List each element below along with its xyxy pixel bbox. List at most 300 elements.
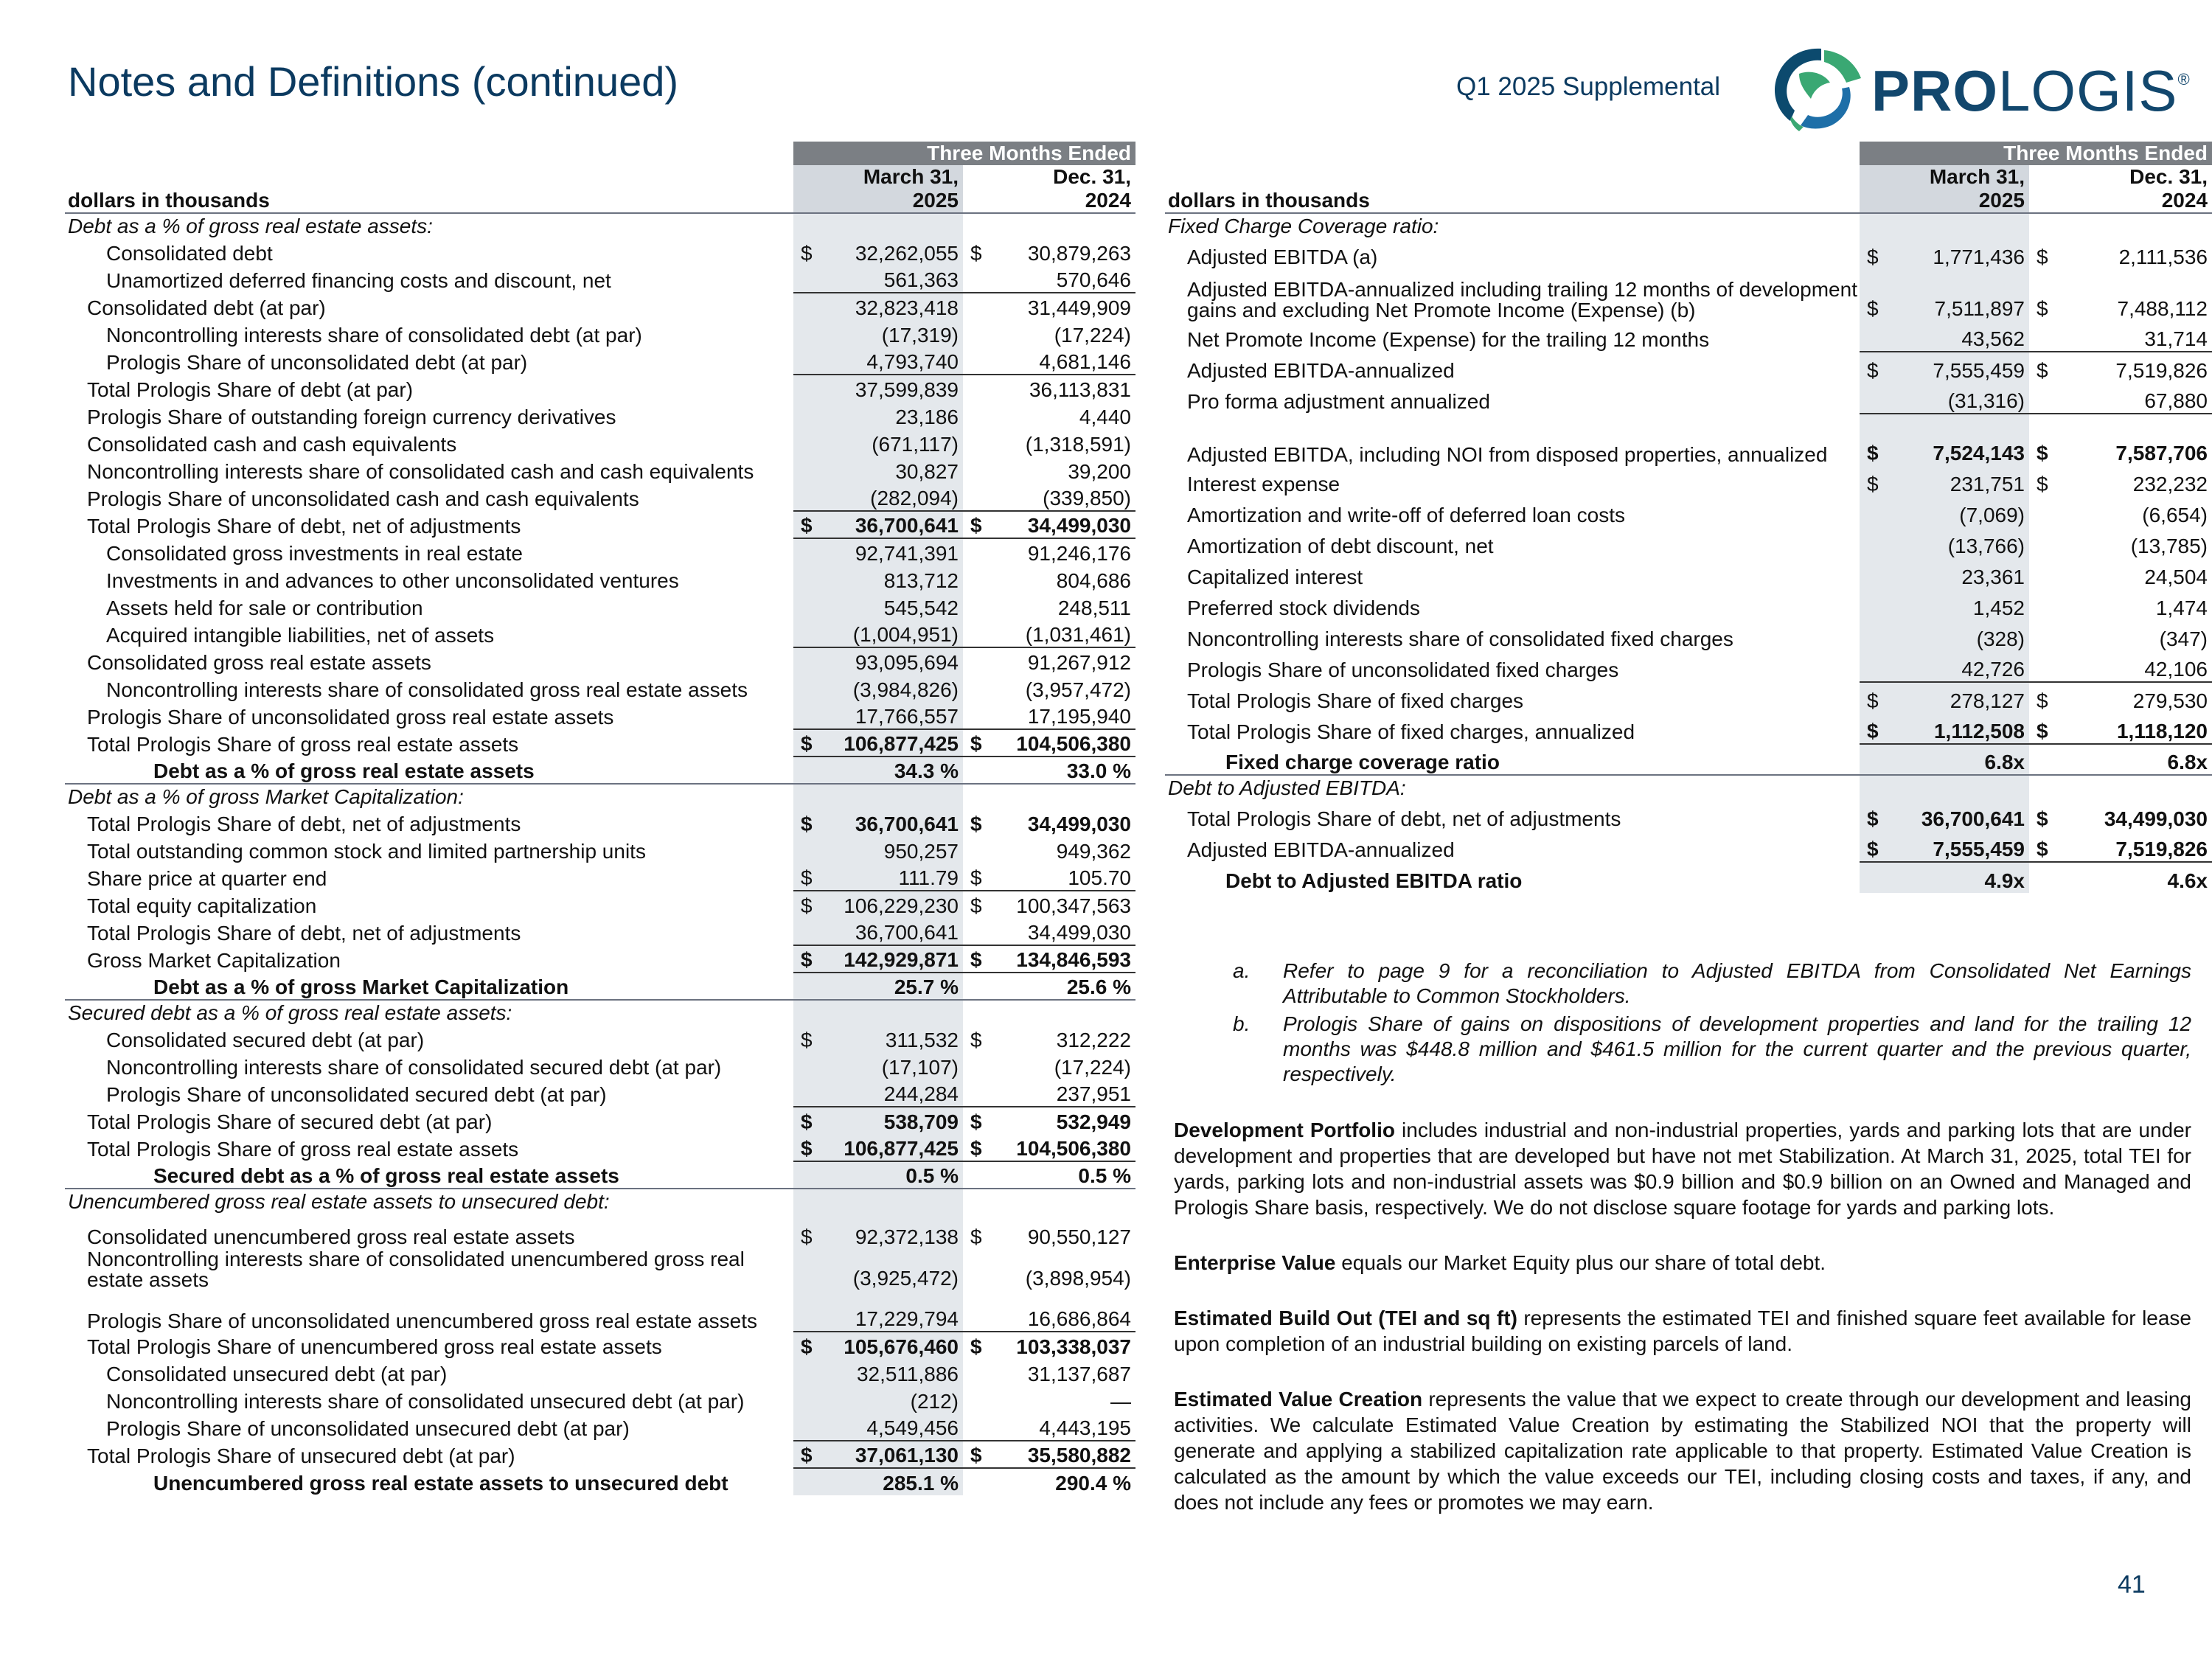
currency-symbol: $ <box>793 809 814 836</box>
currency-symbol <box>1860 321 1880 352</box>
footnote-text: Prologis Share of gains on dispositions of development properties and land for the trailing 12 months was $448.8 million and $461.5 million for the current quarter and the previous quarter, respectively. <box>1283 1012 2191 1085</box>
currency-symbol <box>793 757 814 784</box>
value-period-1: 106,229,230 <box>814 891 963 918</box>
table-row <box>1165 321 2212 352</box>
currency-symbol: $ <box>1860 269 1880 321</box>
currency-symbol <box>793 1386 814 1413</box>
header-spacer <box>793 189 814 213</box>
table-row <box>1165 651 2212 682</box>
footnote-a <box>1233 959 2191 1009</box>
table-row <box>65 1214 1135 1249</box>
currency-symbol <box>793 1413 814 1441</box>
value-period-2: (3,957,472) <box>984 675 1135 702</box>
table-row <box>65 945 1135 973</box>
value-period-1: (282,094) <box>814 484 963 511</box>
currency-symbol <box>793 566 814 593</box>
header-spacer <box>2029 165 2050 189</box>
currency-symbol <box>2029 321 2050 352</box>
currency-symbol: $ <box>793 1214 814 1249</box>
currency-symbol <box>963 1161 984 1189</box>
value-period-2: 104,506,380 <box>984 729 1135 757</box>
currency-symbol: $ <box>793 1441 814 1468</box>
currency-symbol <box>963 757 984 784</box>
value-period-1: (328) <box>1880 620 2029 651</box>
currency-symbol <box>793 675 814 702</box>
table-row <box>65 429 1135 456</box>
prologis-logo-text <box>1871 58 2191 125</box>
row-label: Consolidated unencumbered gross real estate assets <box>87 1225 575 1248</box>
currency-symbol: $ <box>1860 465 1880 496</box>
table-header-row <box>1165 165 2212 189</box>
row-label: Prologis Share of unconsolidated unencumbered gross real estate assets <box>87 1310 757 1332</box>
currency-symbol: $ <box>793 1107 814 1134</box>
value-period-2: 0.5 % <box>984 1161 1135 1189</box>
value-period-2: (1,031,461) <box>984 620 1135 647</box>
value-period-1: 4,793,740 <box>814 347 963 375</box>
currency-symbol: $ <box>963 809 984 836</box>
row-label: Consolidated debt (at par) <box>87 296 326 319</box>
value-period-2 <box>2050 775 2212 800</box>
value-period-1 <box>1880 775 2029 800</box>
row-label: Amortization and write-off of deferred loan costs <box>1187 504 1626 526</box>
value-period-1: 25.7 % <box>814 973 963 1000</box>
left-financial-table <box>65 142 1135 1495</box>
table-row <box>65 973 1135 1000</box>
supplemental-label: Q1 2025 Supplemental <box>1456 72 1721 101</box>
currency-symbol: $ <box>963 863 984 891</box>
currency-symbol: $ <box>793 511 814 538</box>
value-period-2: 33.0 % <box>984 757 1135 784</box>
value-period-2: 7,587,706 <box>2050 414 2212 465</box>
row-label: Debt to Adjusted EBITDA: <box>1165 775 1860 800</box>
currency-symbol: $ <box>1860 831 1880 862</box>
currency-symbol: $ <box>963 1025 984 1052</box>
table-row <box>65 1332 1135 1359</box>
value-period-1 <box>814 213 963 238</box>
value-period-1: 32,262,055 <box>814 238 963 265</box>
value-period-1: 17,229,794 <box>814 1290 963 1332</box>
value-period-1: 93,095,694 <box>814 647 963 675</box>
definition-term: Estimated Build Out (TEI and sq ft) <box>1174 1307 1517 1329</box>
currency-symbol <box>963 347 984 375</box>
row-label: Prologis Share of outstanding foreign currency derivatives <box>87 406 616 428</box>
row-label: Pro forma adjustment annualized <box>1187 390 1490 413</box>
row-label: Consolidated secured debt (at par) <box>106 1029 425 1051</box>
currency-symbol: $ <box>963 1332 984 1359</box>
currency-symbol <box>963 1000 984 1025</box>
table-row <box>65 1052 1135 1079</box>
currency-symbol: $ <box>2029 682 2050 713</box>
currency-symbol <box>793 1052 814 1079</box>
value-period-1: 43,562 <box>1880 321 2029 352</box>
value-period-2 <box>984 1000 1135 1025</box>
currency-symbol <box>793 347 814 375</box>
value-period-2: 31,137,687 <box>984 1359 1135 1386</box>
value-period-1: 30,827 <box>814 456 963 484</box>
currency-symbol: $ <box>2029 465 2050 496</box>
value-period-2: 34,499,030 <box>984 809 1135 836</box>
table-header-row <box>65 165 1135 189</box>
value-period-1: 37,599,839 <box>814 375 963 402</box>
header-spacer <box>1860 165 1880 189</box>
currency-symbol <box>963 320 984 347</box>
currency-symbol <box>793 213 814 238</box>
value-period-2: (339,850) <box>984 484 1135 511</box>
table-header-row <box>1165 189 2212 213</box>
currency-symbol <box>793 702 814 729</box>
currency-symbol <box>2029 620 2050 651</box>
currency-symbol <box>963 593 984 620</box>
currency-symbol <box>793 429 814 456</box>
currency-symbol <box>963 1052 984 1079</box>
table-row <box>65 402 1135 429</box>
header-spacer <box>1860 189 1880 213</box>
column-header-year-1: 2025 <box>1880 189 2029 213</box>
currency-symbol <box>963 702 984 729</box>
value-period-2: 1,474 <box>2050 589 2212 620</box>
row-label: Prologis Share of unconsolidated unsecured debt (at par) <box>106 1417 630 1440</box>
table-row <box>65 1249 1135 1290</box>
currency-symbol <box>963 566 984 593</box>
currency-symbol <box>963 784 984 809</box>
currency-symbol: $ <box>1860 414 1880 465</box>
row-label: Consolidated gross investments in real estate <box>106 542 523 565</box>
value-period-2: 134,846,593 <box>984 945 1135 973</box>
table-row <box>65 647 1135 675</box>
table-row <box>65 918 1135 945</box>
value-period-2: (17,224) <box>984 1052 1135 1079</box>
value-period-2: 42,106 <box>2050 651 2212 682</box>
section-header-row <box>65 213 1135 238</box>
currency-symbol <box>793 293 814 320</box>
row-label: Secured debt as a % of gross real estate assets: <box>65 1000 793 1025</box>
table-row <box>1165 682 2212 713</box>
definition-estimated-value-creation <box>1174 1386 2191 1515</box>
value-period-2: 2,111,536 <box>2050 238 2212 269</box>
row-label: Secured debt as a % of gross real estate assets <box>153 1164 619 1187</box>
row-label: Assets held for sale or contribution <box>106 597 423 619</box>
value-period-2: 570,646 <box>984 265 1135 293</box>
currency-symbol <box>1860 589 1880 620</box>
currency-symbol <box>793 593 814 620</box>
definition-text: equals our Market Equity plus our share of total debt. <box>1335 1251 1826 1274</box>
table-row <box>1165 620 2212 651</box>
row-label: Total Prologis Share of fixed charges, annualized <box>1187 720 1635 743</box>
currency-symbol <box>963 429 984 456</box>
value-period-1: 106,877,425 <box>814 1134 963 1161</box>
row-label: Prologis Share of unconsolidated fixed charges <box>1187 658 1619 681</box>
row-label: Debt as a % of gross Market Capitalization <box>153 975 569 998</box>
currency-symbol <box>963 213 984 238</box>
currency-symbol: $ <box>963 891 984 918</box>
row-label: Total Prologis Share of debt, net of adjustments <box>87 922 521 945</box>
currency-symbol: $ <box>963 1441 984 1468</box>
value-period-1: 142,929,871 <box>814 945 963 973</box>
row-label: Total Prologis Share of gross real estate assets <box>87 1138 519 1161</box>
prologis-logo-icon <box>1770 44 1867 133</box>
footnote-marker: a. <box>1233 959 1251 982</box>
value-period-1: 545,542 <box>814 593 963 620</box>
column-header-period-2: Dec. 31, <box>2050 165 2212 189</box>
value-period-2: — <box>984 1386 1135 1413</box>
row-label: Fixed Charge Coverage ratio: <box>1165 213 1860 238</box>
currency-symbol: $ <box>793 1134 814 1161</box>
column-header-year-2: 2024 <box>984 189 1135 213</box>
table-row <box>65 1359 1135 1386</box>
value-period-2: (3,898,954) <box>984 1249 1135 1290</box>
row-label: Total Prologis Share of fixed charges <box>1187 689 1524 712</box>
value-period-1: 36,700,641 <box>814 809 963 836</box>
table-row <box>65 511 1135 538</box>
value-period-1: 106,877,425 <box>814 729 963 757</box>
currency-symbol <box>963 375 984 402</box>
table-row <box>1165 589 2212 620</box>
currency-symbol: $ <box>963 238 984 265</box>
currency-symbol: $ <box>1860 352 1880 383</box>
value-period-1 <box>814 784 963 809</box>
value-period-1 <box>814 1000 963 1025</box>
currency-symbol <box>963 1079 984 1107</box>
table-header-group-row <box>1165 142 2212 165</box>
table-row <box>65 593 1135 620</box>
value-period-2: 31,714 <box>2050 321 2212 352</box>
currency-symbol <box>963 620 984 647</box>
row-label: Noncontrolling interests share of consolidated cash and cash equivalents <box>87 460 754 483</box>
row-label: Total Prologis Share of unsecured debt (at par) <box>87 1444 515 1467</box>
table-row <box>65 1441 1135 1468</box>
section-header-row <box>1165 775 2212 800</box>
currency-symbol <box>963 918 984 945</box>
currency-symbol: $ <box>963 1214 984 1249</box>
value-period-2: (6,654) <box>2050 496 2212 527</box>
currency-symbol: $ <box>793 1025 814 1052</box>
value-period-2: 312,222 <box>984 1025 1135 1052</box>
currency-symbol <box>793 1249 814 1290</box>
currency-symbol <box>2029 651 2050 682</box>
header-spacer <box>963 165 984 189</box>
value-period-2: 91,267,912 <box>984 647 1135 675</box>
table-row <box>65 1025 1135 1052</box>
table-row <box>65 1107 1135 1134</box>
section-header-row <box>65 1000 1135 1025</box>
header-spacer <box>65 165 793 189</box>
row-label: Total Prologis Share of unencumbered gross real estate assets <box>87 1335 662 1358</box>
row-label: Capitalized interest <box>1187 566 1363 588</box>
value-period-2: 34,499,030 <box>2050 800 2212 831</box>
table-header-group-row <box>65 142 1135 165</box>
row-label: Share price at quarter end <box>87 867 327 890</box>
value-period-1: 37,061,130 <box>814 1441 963 1468</box>
row-label: Noncontrolling interests share of consolidated debt (at par) <box>106 324 642 347</box>
value-period-1: 7,511,897 <box>1880 269 2029 321</box>
value-period-1: 105,676,460 <box>814 1332 963 1359</box>
value-period-2: 279,530 <box>2050 682 2212 713</box>
table-row <box>65 566 1135 593</box>
currency-symbol <box>793 836 814 863</box>
currency-symbol <box>793 402 814 429</box>
currency-symbol <box>1860 775 1880 800</box>
value-period-2: 532,949 <box>984 1107 1135 1134</box>
row-label: Consolidated gross real estate assets <box>87 651 431 674</box>
row-label: Total outstanding common stock and limited partnership units <box>87 840 646 863</box>
currency-symbol <box>963 1359 984 1386</box>
header-spacer <box>1165 142 1860 165</box>
value-period-2: 24,504 <box>2050 558 2212 589</box>
table-row <box>1165 800 2212 831</box>
currency-symbol <box>2029 589 2050 620</box>
value-period-2: 16,686,864 <box>984 1290 1135 1332</box>
value-period-2: 248,511 <box>984 593 1135 620</box>
value-period-1: 7,555,459 <box>1880 352 2029 383</box>
column-header-year-2: 2024 <box>2050 189 2212 213</box>
value-period-1: 6.8x <box>1880 744 2029 775</box>
row-label: Total Prologis Share of debt, net of adjustments <box>87 515 521 538</box>
table-row <box>65 1290 1135 1332</box>
row-label: Fixed charge coverage ratio <box>1225 751 1500 773</box>
value-period-2: 4.6x <box>2050 862 2212 893</box>
table-row <box>65 809 1135 836</box>
value-period-2: 31,449,909 <box>984 293 1135 320</box>
value-period-1: 23,361 <box>1880 558 2029 589</box>
value-period-2: 6.8x <box>2050 744 2212 775</box>
currency-symbol <box>963 265 984 293</box>
value-period-2: (347) <box>2050 620 2212 651</box>
table-row <box>65 484 1135 511</box>
table-row <box>65 836 1135 863</box>
row-label: Interest expense <box>1187 473 1340 495</box>
value-period-2: 804,686 <box>984 566 1135 593</box>
currency-symbol <box>2029 775 2050 800</box>
currency-symbol <box>2029 213 2050 238</box>
table-row <box>65 1468 1135 1495</box>
currency-symbol: $ <box>2029 713 2050 744</box>
value-period-1: 42,726 <box>1880 651 2029 682</box>
value-period-1: 278,127 <box>1880 682 2029 713</box>
header-group-label: Three Months Ended <box>1860 142 2212 165</box>
value-period-2: (13,785) <box>2050 527 2212 558</box>
value-period-2: 4,681,146 <box>984 347 1135 375</box>
currency-symbol: $ <box>2029 238 2050 269</box>
value-period-1: 0.5 % <box>814 1161 963 1189</box>
currency-symbol <box>793 375 814 402</box>
row-label: Acquired intangible liabilities, net of assets <box>106 624 495 647</box>
table-row <box>65 293 1135 320</box>
currency-symbol <box>963 456 984 484</box>
row-label: Prologis Share of unconsolidated gross real estate assets <box>87 706 614 728</box>
table-row <box>65 265 1135 293</box>
currency-symbol: $ <box>2029 352 2050 383</box>
row-label: Total Prologis Share of secured debt (at par) <box>87 1110 493 1133</box>
value-period-1: (17,107) <box>814 1052 963 1079</box>
value-period-2: 34,499,030 <box>984 511 1135 538</box>
table-row <box>65 620 1135 647</box>
value-period-2 <box>984 784 1135 809</box>
row-label: Consolidated unsecured debt (at par) <box>106 1363 448 1385</box>
value-period-2: 35,580,882 <box>984 1441 1135 1468</box>
table-row <box>65 1413 1135 1441</box>
value-period-1: 1,112,508 <box>1880 713 2029 744</box>
value-period-2: 1,118,120 <box>2050 713 2212 744</box>
value-period-2: 4,440 <box>984 402 1135 429</box>
currency-symbol <box>793 538 814 566</box>
value-period-1: (7,069) <box>1880 496 2029 527</box>
value-period-1: 813,712 <box>814 566 963 593</box>
currency-symbol <box>1860 620 1880 651</box>
page-title: Notes and Definitions (continued) <box>68 58 679 105</box>
currency-symbol <box>1860 383 1880 414</box>
value-period-1: 36,700,641 <box>814 511 963 538</box>
currency-symbol <box>793 1161 814 1189</box>
value-period-2: 104,506,380 <box>984 1134 1135 1161</box>
table-row <box>65 238 1135 265</box>
footnote-marker: b. <box>1233 1012 1251 1035</box>
value-period-1: 36,700,641 <box>1880 800 2029 831</box>
header-group-label: Three Months Ended <box>793 142 1135 165</box>
row-label: Gross Market Capitalization <box>87 949 341 972</box>
currency-symbol <box>963 484 984 511</box>
value-period-1: (17,319) <box>814 320 963 347</box>
value-period-2: 100,347,563 <box>984 891 1135 918</box>
currency-symbol <box>1860 496 1880 527</box>
currency-symbol: $ <box>793 891 814 918</box>
value-period-1: 32,823,418 <box>814 293 963 320</box>
row-label: Unencumbered gross real estate assets to unsecured debt <box>153 1472 728 1495</box>
row-label: Debt as a % of gross Market Capitalization: <box>65 784 793 809</box>
table-row <box>1165 713 2212 744</box>
currency-symbol <box>963 1249 984 1290</box>
value-period-1: 92,741,391 <box>814 538 963 566</box>
table-row <box>65 675 1135 702</box>
currency-symbol: $ <box>963 945 984 973</box>
currency-symbol: $ <box>793 863 814 891</box>
header-spacer <box>963 189 984 213</box>
currency-symbol <box>793 784 814 809</box>
currency-symbol: $ <box>963 1107 984 1134</box>
value-period-1: (671,117) <box>814 429 963 456</box>
value-period-1: 231,751 <box>1880 465 2029 496</box>
row-label: Adjusted EBITDA-annualized including trailing 12 months of development gains and excluding Net Promote Income (Expense) (b) <box>1187 278 1857 321</box>
table-row <box>65 702 1135 729</box>
header-spacer <box>2029 189 2050 213</box>
value-period-2: 103,338,037 <box>984 1332 1135 1359</box>
row-label: Consolidated debt <box>106 242 273 265</box>
value-period-2: 90,550,127 <box>984 1214 1135 1249</box>
table-row <box>65 347 1135 375</box>
section-header-row <box>65 1189 1135 1214</box>
currency-symbol <box>793 1189 814 1214</box>
currency-symbol <box>2029 527 2050 558</box>
column-header-period-1: March 31, <box>814 165 963 189</box>
table-row <box>1165 238 2212 269</box>
table-row <box>65 1161 1135 1189</box>
table-row <box>65 891 1135 918</box>
units-label: dollars in thousands <box>1165 189 1860 213</box>
currency-symbol <box>793 620 814 647</box>
definition-term: Development Portfolio <box>1174 1119 1395 1141</box>
value-period-1: (13,766) <box>1880 527 2029 558</box>
currency-symbol: $ <box>1860 713 1880 744</box>
table-row <box>1165 527 2212 558</box>
currency-symbol <box>963 647 984 675</box>
currency-symbol: $ <box>793 729 814 757</box>
value-period-1: 950,257 <box>814 836 963 863</box>
table-row <box>1165 352 2212 383</box>
row-label: Debt as a % of gross real estate assets <box>153 759 535 782</box>
row-label: Total equity capitalization <box>87 894 317 917</box>
value-period-1: 7,524,143 <box>1880 414 2029 465</box>
definition-estimated-build-out <box>1174 1305 2191 1357</box>
table-row <box>1165 269 2212 321</box>
